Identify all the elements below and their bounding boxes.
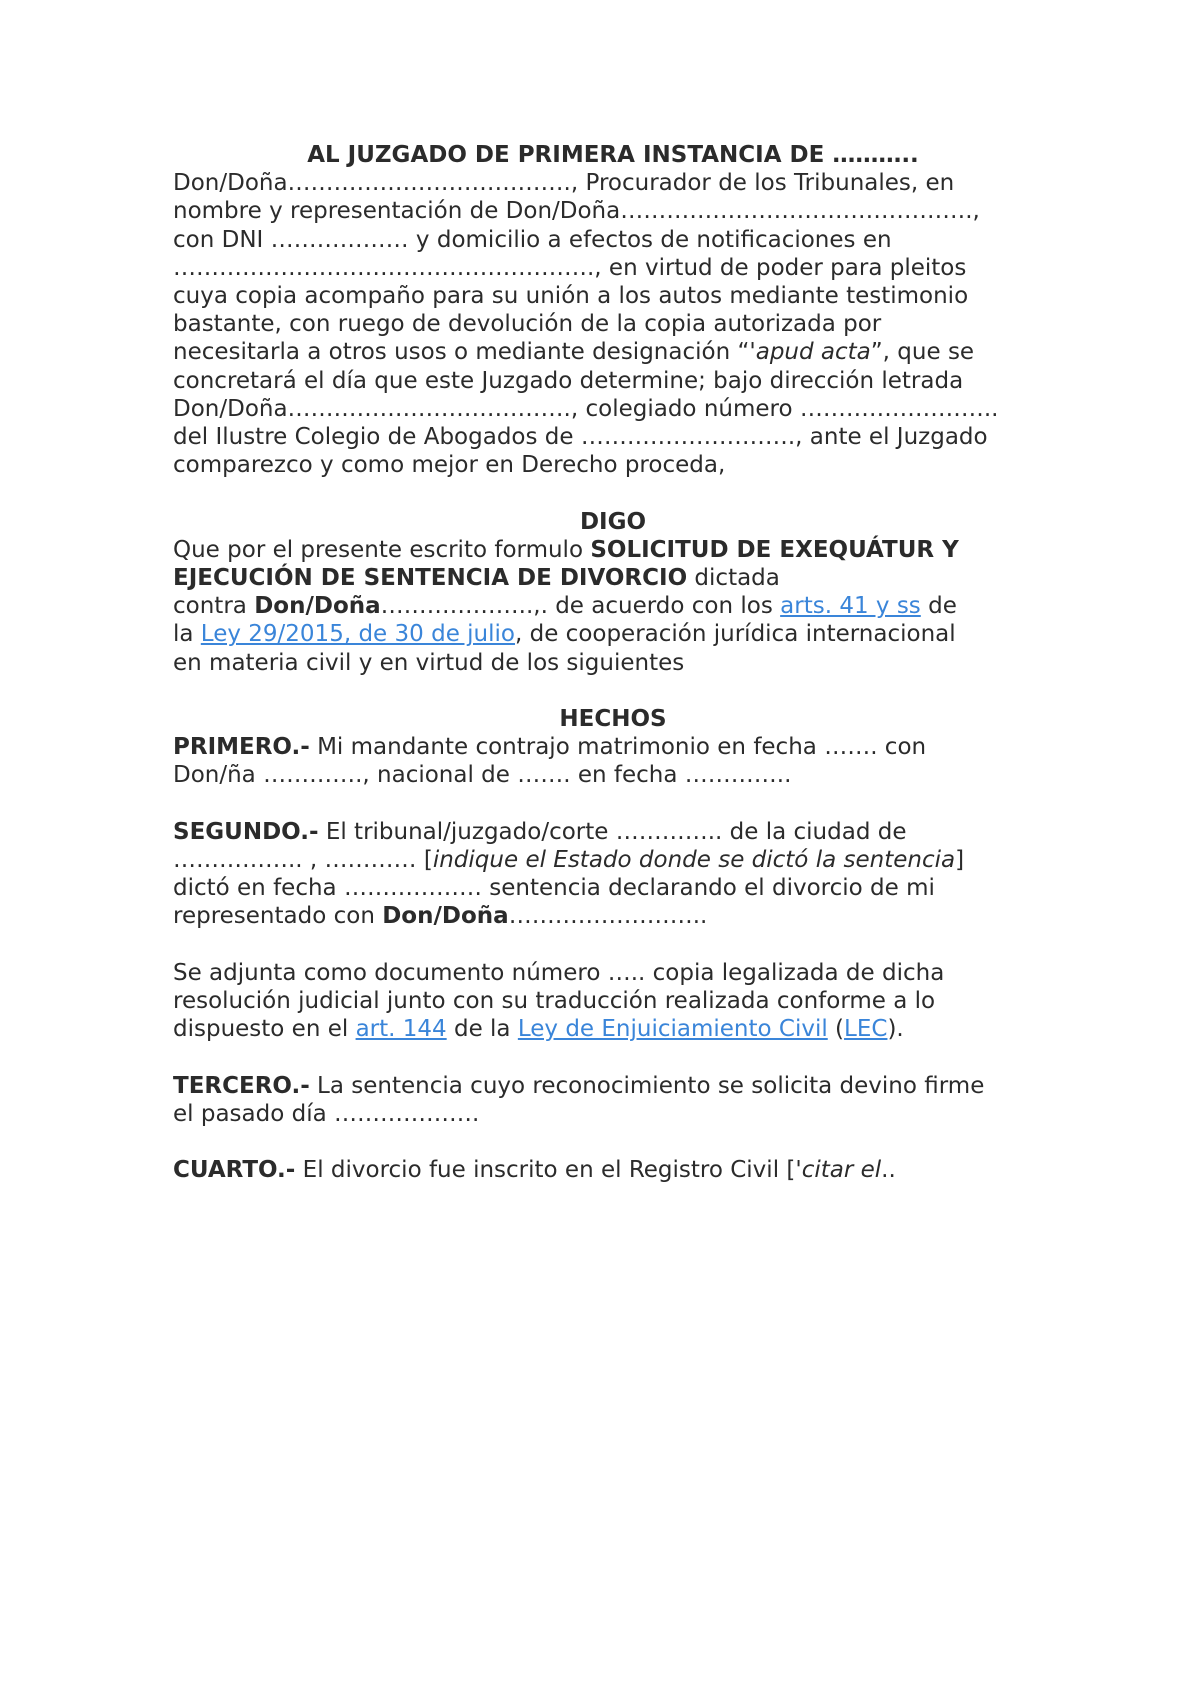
digo-text: la <box>173 621 201 648</box>
cuarto-italic-text: citar el <box>801 1157 882 1184</box>
segundo-text: El tribunal/juzgado/corte ………….. de la ciudad de <box>318 818 907 845</box>
tercero-text: La sentencia cuyo reconocimiento se solicita devino firme <box>309 1072 985 1099</box>
adjunto-line <box>173 1015 1053 1043</box>
segundo-bold-text: Don/Doña <box>382 903 509 930</box>
intro-text: necesitarla a otros usos o mediante designación “' <box>173 339 756 366</box>
adjunto-text: dispuesto en el <box>173 1016 356 1043</box>
spacer <box>173 1128 1053 1156</box>
intro-line: ………………………………………………., en virtud de poder para pleitos <box>173 254 967 281</box>
adjunto-text: de la <box>446 1016 518 1043</box>
digo-text: ………………..,. de acuerdo con los <box>380 593 781 620</box>
spacer <box>173 790 1053 818</box>
cuarto-text: El divorcio fue inscrito en el Registro Civil [' <box>295 1157 802 1184</box>
digo-line <box>173 536 1053 564</box>
adjunto-text: ( <box>827 1016 845 1043</box>
intro-line: Don/Doña………………………………., colegiado número …………………….. <box>173 395 999 422</box>
segundo-line: dictó en fecha ……………… sentencia declarando el divorcio de mi <box>173 875 935 902</box>
intro-line: con DNI ……………… y domicilio a efectos de notificaciones en <box>173 226 892 253</box>
segundo-italic-note: indique el Estado donde se dictó la sentencia <box>432 847 956 874</box>
document-heading: AL JUZGADO DE PRIMERA INSTANCIA DE ……….. <box>307 142 919 168</box>
digo-text: Que por el presente escrito formulo <box>173 536 591 563</box>
digo-text: dictada <box>687 565 780 592</box>
digo-bold-text: SOLICITUD DE EXEQUÁTUR Y <box>590 536 959 563</box>
intro-line <box>173 338 1053 366</box>
digo-bold-text: Don/Doña <box>254 593 381 620</box>
hechos-heading: HECHOS <box>559 706 667 733</box>
intro-line: bastante, con ruego de devolución de la copia autorizada por <box>173 311 882 338</box>
intro-paragraph <box>173 169 1053 479</box>
segundo-text: ] <box>955 847 965 874</box>
tercero-label: TERCERO.- <box>173 1072 310 1099</box>
primero-line: Don/ña …………., nacional de ……. en fecha ………….. <box>173 762 792 789</box>
segundo-text: representado con <box>173 903 383 930</box>
intro-line: del Ilustre Colegio de Abogados de ………………………., ante el Juzgado <box>173 424 988 451</box>
intro-line: nombre y representación de Don/Doña………………………………………., <box>173 198 980 225</box>
segundo-text: …………………….. <box>508 903 708 930</box>
ley-29-2015-link[interactable]: Ley 29/2015, de 30 de julio <box>200 621 515 648</box>
ley-enjuiciamiento-civil-link[interactable]: Ley de Enjuiciamiento Civil <box>517 1016 828 1043</box>
digo-text: , de cooperación jurídica internacional <box>514 621 956 648</box>
segundo-line <box>173 902 1053 930</box>
primero-label: PRIMERO.- <box>173 734 310 761</box>
adjunto-line: Se adjunta como documento número ….. copia legalizada de dicha <box>173 959 945 986</box>
apud-acta-italic: apud acta <box>755 339 871 366</box>
tercero-line <box>173 1072 1053 1100</box>
adjunto-line: resolución judicial junto con su traducción realizada conforme a lo <box>173 988 936 1015</box>
segundo-label: SEGUNDO.- <box>173 818 319 845</box>
digo-paragraph <box>173 536 1053 677</box>
cuarto-label: CUARTO.- <box>173 1157 296 1184</box>
primero-line <box>173 733 1053 761</box>
document-page <box>173 141 1053 1184</box>
tercero-line: el pasado día ………………. <box>173 1100 480 1127</box>
intro-line: cuya copia acompaño para su unión a los autos mediante testimonio <box>173 283 969 310</box>
digo-line <box>173 564 1053 592</box>
digo-line: en materia civil y en virtud de los siguientes <box>173 649 685 676</box>
arts-41-link[interactable]: arts. 41 y ss <box>780 593 921 620</box>
intro-text: ”, que se <box>870 339 975 366</box>
adjunto-paragraph <box>173 959 1053 1044</box>
digo-line <box>173 592 1053 620</box>
intro-line: comparezco y como mejor en Derecho proceda, <box>173 452 726 479</box>
segundo-line <box>173 846 1053 874</box>
art-144-link[interactable]: art. 144 <box>355 1016 447 1043</box>
intro-line: concretará el día que este Juzgado determine; bajo dirección letrada <box>173 367 964 394</box>
cuarto-line <box>173 1156 1053 1184</box>
spacer <box>173 677 1053 705</box>
intro-line: Don/Doña………………………………., Procurador de los Tribunales, en <box>173 170 955 197</box>
tercero-paragraph <box>173 1072 1053 1128</box>
digo-bold-text: EJECUCIÓN DE SENTENCIA DE DIVORCIO <box>173 565 688 592</box>
segundo-text: …………….. , ………… [ <box>173 847 433 874</box>
spacer <box>173 479 1053 507</box>
segundo-line <box>173 818 1053 846</box>
segundo-paragraph <box>173 818 1053 931</box>
spacer <box>173 1043 1053 1071</box>
cuarto-text: .. <box>881 1157 896 1184</box>
spacer <box>173 931 1053 959</box>
digo-text: de <box>920 593 957 620</box>
digo-line <box>173 620 1053 648</box>
digo-heading: DIGO <box>579 508 647 535</box>
primero-text: Mi mandante contrajo matrimonio en fecha ……. con <box>309 734 927 761</box>
primero-paragraph <box>173 733 1053 789</box>
digo-text: contra <box>173 593 255 620</box>
cuarto-paragraph <box>173 1156 1053 1184</box>
lec-link[interactable]: LEC <box>844 1016 888 1043</box>
adjunto-text: ). <box>887 1016 904 1043</box>
